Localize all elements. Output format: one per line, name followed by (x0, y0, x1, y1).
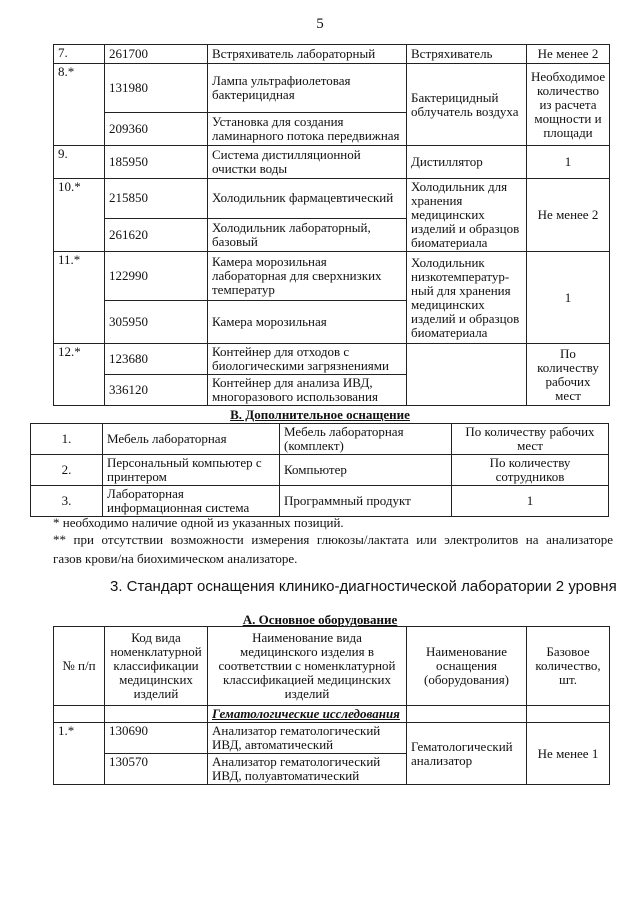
name-cell: Холодильник фармацевтический (208, 179, 407, 219)
equipment-cell: Бактерицидный облучатель воздуха (407, 64, 527, 146)
header-quantity: Базовое количество, шт. (527, 627, 610, 706)
name-cell: Контейнер для отходов с биологическими загрязнениями (208, 344, 407, 375)
quantity-cell: Необходимое количество из расчета мощности и площади (527, 64, 610, 146)
table-header-row (54, 627, 610, 706)
quantity-cell: Не менее 2 (527, 179, 610, 252)
equipment-cell: Программный продукт (280, 486, 452, 517)
row-number: 1. (31, 424, 103, 455)
equipment-cell: Холодильник для хранения медицинских изделий и образцов биоматериала (407, 179, 527, 252)
table-row (54, 64, 610, 113)
quantity-cell: Не менее 2 (527, 45, 610, 64)
main-equipment-table (53, 626, 610, 785)
footnote-single-star: * необходимо наличие одной из указанных позиций. (53, 515, 344, 530)
quantity-cell: По количеству сотрудников (452, 455, 609, 486)
row-number: 9. (54, 146, 105, 179)
code-cell: 336120 (105, 375, 208, 406)
table-row (31, 424, 609, 455)
equipment-cell: Дистиллятор (407, 146, 527, 179)
name-cell: Встряхиватель лабораторный (208, 45, 407, 64)
code-cell: 122990 (105, 252, 208, 301)
name-cell: Лампа ультрафиолетовая бактерицидная (208, 64, 407, 113)
code-cell: 261620 (105, 218, 208, 251)
quantity-cell: Не менее 1 (527, 723, 610, 785)
code-cell: 123680 (105, 344, 208, 375)
header-equipment: Наименование оснащения (оборудования) (407, 627, 527, 706)
row-number: 7. (54, 45, 105, 64)
row-number: 12.* (54, 344, 105, 406)
name-cell: Мебель лабораторная (103, 424, 280, 455)
equipment-cell: Гематологический анализатор (407, 723, 527, 785)
code-cell: 261700 (105, 45, 208, 64)
row-number: 3. (31, 486, 103, 517)
code-cell: 209360 (105, 113, 208, 146)
name-cell: Установка для создания ламинарного потока передвижная (208, 113, 407, 146)
table-row (31, 486, 609, 517)
name-cell: Анализатор гематологический ИВД, автоматический (208, 723, 407, 754)
page-number: 5 (316, 16, 324, 32)
name-cell: Система дистилляционной очистки воды (208, 146, 407, 179)
equipment-cell (407, 344, 527, 406)
equipment-cell: Компьютер (280, 455, 452, 486)
table-row (54, 344, 610, 375)
header-number: № п/п (54, 627, 105, 706)
additional-equipment-table (30, 423, 609, 517)
subheading-cell: Гематологические исследования (208, 706, 407, 723)
table-row (54, 252, 610, 301)
name-cell: Персональный компьютер с принтером (103, 455, 280, 486)
code-cell: 130570 (105, 754, 208, 785)
equipment-cell: Мебель лабораторная (комплект) (280, 424, 452, 455)
footnote-double-star (53, 530, 613, 568)
quantity-cell: 1 (527, 146, 610, 179)
code-cell: 185950 (105, 146, 208, 179)
name-cell: Контейнер для анализа ИВД, многоразового использования (208, 375, 407, 406)
name-cell: Лабораторная информационная система (103, 486, 280, 517)
name-cell: Анализатор гематологический ИВД, полуавтоматический (208, 754, 407, 785)
code-cell: 305950 (105, 301, 208, 344)
section-b-title: В. Дополнительное оснащение (230, 407, 410, 422)
table-row (54, 723, 610, 754)
code-cell: 215850 (105, 179, 208, 219)
quantity-cell: По количеству рабочих мест (527, 344, 610, 406)
footnote-line: ** при отсутствии возможности измерения глюкозы/лактата или электролитов на анализаторе (53, 532, 613, 547)
table-row (54, 146, 610, 179)
name-cell: Камера морозильная (208, 301, 407, 344)
footnote-line: газов крови/на биохимическом анализаторе. (53, 551, 298, 566)
table-subheading-row (54, 706, 610, 723)
table-row (31, 455, 609, 486)
row-number: 10.* (54, 179, 105, 252)
name-cell: Камера морозильная лабораторная для сверхнизких температур (208, 252, 407, 301)
table-row (54, 45, 610, 64)
code-cell: 131980 (105, 64, 208, 113)
row-number: 8.* (54, 64, 105, 146)
quantity-cell: 1 (452, 486, 609, 517)
table-row (54, 179, 610, 219)
row-number: 1.* (54, 723, 105, 785)
name-cell: Холодильник лабораторный, базовый (208, 218, 407, 251)
section-heading: 3. Стандарт оснащения клинико-диагностической лаборатории 2 уровня (110, 578, 617, 595)
row-number: 11.* (54, 252, 105, 344)
quantity-cell: По количеству рабочих мест (452, 424, 609, 455)
header-name: Наименование вида медицинского изделия в соответствии с номенклатурной классификацией медицинских изделий (208, 627, 407, 706)
section-a-title: А. Основное оборудование (242, 612, 398, 627)
quantity-cell: 1 (527, 252, 610, 344)
code-cell: 130690 (105, 723, 208, 754)
equipment-cell: Встряхиватель (407, 45, 527, 64)
equipment-table-continued (53, 44, 610, 406)
equipment-cell: Холодильник низкотемператур-ный для хранения медицинских изделий и образцов биоматериала (407, 252, 527, 344)
header-code: Код вида номенклатурной классификации медицинских изделий (105, 627, 208, 706)
row-number: 2. (31, 455, 103, 486)
